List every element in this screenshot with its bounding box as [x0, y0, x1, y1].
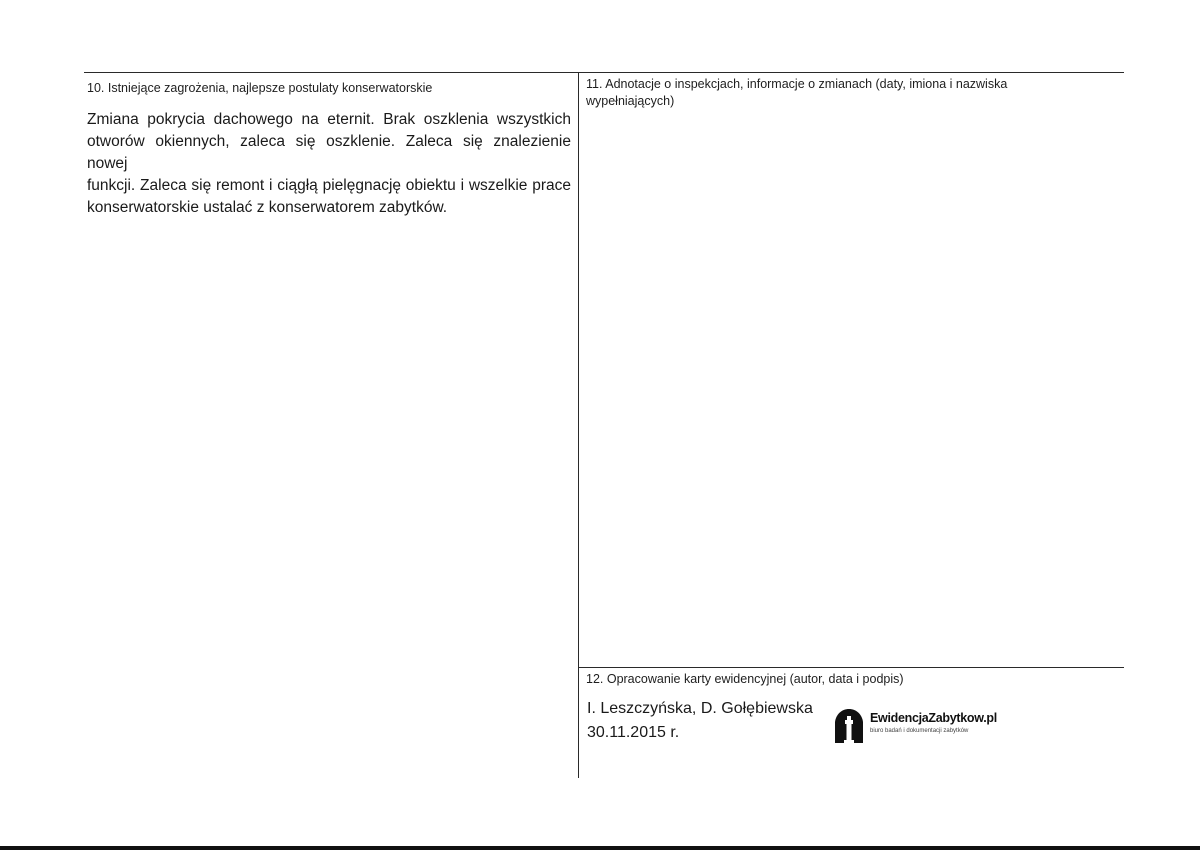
- ewidencja-zabytkow-logo: [832, 708, 1002, 744]
- section11-heading-line: wypełniających): [586, 94, 675, 108]
- monument-silhouette-icon: [832, 708, 866, 744]
- section12-heading: 12. Opracowanie karty ewidencyjnej (autor, data i podpis): [586, 672, 904, 686]
- logo-name: EwidencjaZabytkow.pl: [870, 711, 997, 725]
- section10-line: otworów okiennych, zaleca się oszklenie. Zaleca się znalezienie nowej: [87, 133, 571, 172]
- section11-heading: [586, 76, 1007, 110]
- column-divider: [578, 72, 579, 778]
- section12-date: 30.11.2015 r.: [587, 724, 680, 741]
- top-rule-right: [578, 72, 1124, 73]
- section10-line: Zmiana pokrycia dachowego na eternit. Brak oszklenia wszystkich: [87, 111, 571, 128]
- section10-line: funkcji. Zaleca się remont i ciągłą pielęgnację obiektu i wszelkie prace: [87, 177, 571, 194]
- section10-body: [87, 109, 571, 219]
- logo-tagline: biuro badań i dokumentacji zabytków: [870, 728, 969, 734]
- top-rule-left: [84, 72, 578, 73]
- section12-rule: [578, 667, 1124, 668]
- section10-heading: 10. Istniejące zagrożenia, najlepsze postulaty konserwatorskie: [87, 81, 433, 95]
- scan-bottom-edge: [0, 846, 1200, 850]
- section10-line: konserwatorskie ustalać z konserwatorem zabytków.: [87, 199, 448, 216]
- section11-heading-line: 11. Adnotacje o inspekcjach, informacje o zmianach (daty, imiona i nazwiska: [586, 77, 1008, 91]
- section12-authors: I. Leszczyńska, D. Gołębiewska: [587, 700, 813, 717]
